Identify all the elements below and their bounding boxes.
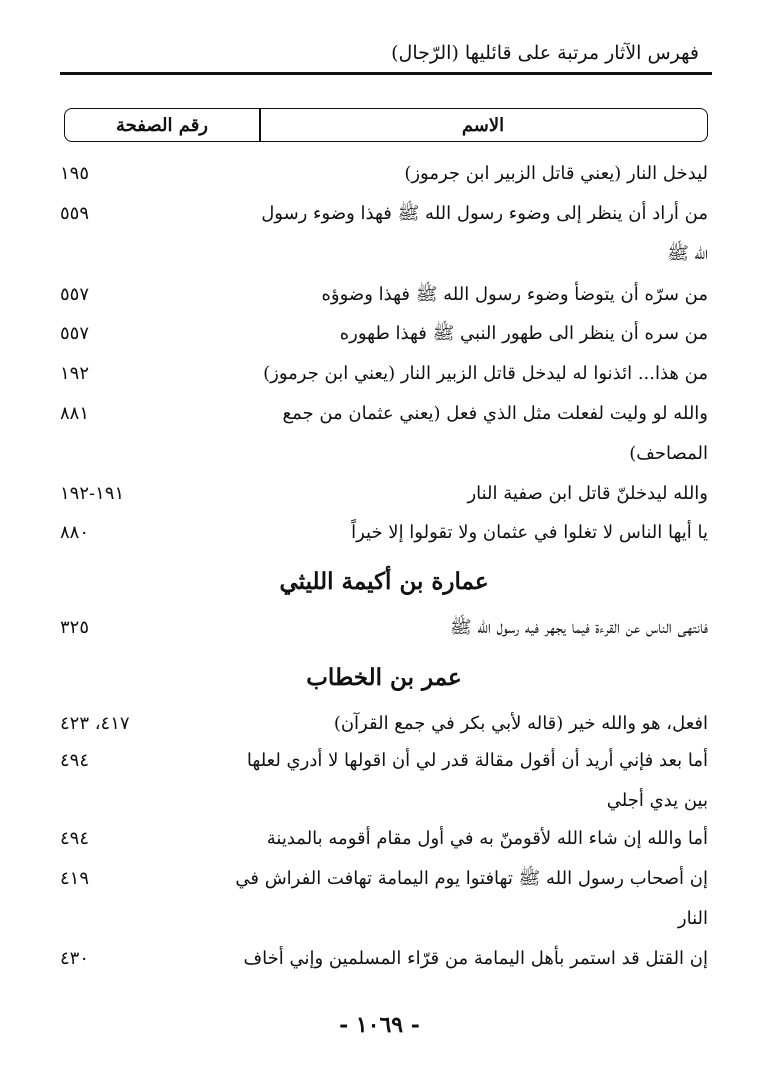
column-divider (259, 109, 261, 141)
row-text: إن أصحاب رسول الله ﷺ تهافتوا يوم اليمامة تهافت الفراش في (235, 868, 708, 889)
column-header-page: رقم الصفحة (115, 115, 208, 136)
row-page: ١٩٢ (60, 363, 90, 384)
section-heading: عمر بن الخطاب (306, 664, 462, 691)
row-page: ٤١٧، ٤٢٣ (60, 713, 130, 734)
row-page: ٤١٩ (60, 868, 90, 889)
row-text: أما والله إن شاء الله لأقومنّ به في أول مقام أقومه بالمدينة (266, 828, 708, 849)
column-header-name: الاسم (461, 115, 505, 136)
row-text: من أراد أن ينظر إلى وضوء رسول الله ﷺ فهذا وضوء رسول (261, 203, 708, 224)
row-page: ٥٥٧ (60, 284, 90, 305)
row-text: بين يدي أجلي (606, 790, 708, 811)
row-text: من سره أن ينظر الى طهور النبي ﷺ فهذا طهوره (339, 323, 708, 344)
row-page: ٨٨٠ (60, 522, 90, 543)
row-text: أما بعد فإني أريد أن أقول مقالة قدر لي أن اقولها لا أدري لعلها (246, 750, 708, 771)
row-page: ٨٨١ (60, 403, 90, 424)
table-header (64, 108, 708, 142)
running-header: فهرس الآثار مرتبة على قائليها (الرّجال) (391, 42, 699, 64)
row-text: من هذا... ائذنوا له ليدخل قاتل الزبير النار (يعني ابن جرموز) (263, 363, 708, 384)
row-page: ٥٥٩ (60, 203, 90, 224)
row-text: الله ﷺ (667, 243, 708, 264)
row-page: ٣٢٥ (60, 617, 90, 638)
row-page: ٤٣٠ (60, 948, 90, 969)
row-text: من سرّه أن يتوضأ وضوء رسول الله ﷺ فهذا وضوؤه (321, 284, 708, 305)
header-rule (60, 72, 712, 75)
row-text: ليدخل النار (يعني قاتل الزبير ابن جرموز) (404, 163, 708, 184)
row-text: افعل، هو والله خير (قاله لأبي بكر في جمع القرآن) (333, 713, 708, 734)
row-page: ٤٩٤ (60, 828, 90, 849)
row-text: والله لو وليت لفعلت مثل الذي فعل (يعني عثمان من جمع (282, 403, 708, 424)
row-page: ٥٥٧ (60, 323, 90, 344)
row-page: ١٩١-١٩٢ (60, 483, 125, 504)
row-text: النار (677, 908, 708, 929)
section-heading: عمارة بن أكيمة الليثي (279, 568, 489, 595)
row-text: فانتهى الناس عن القرءة فيما يجهر فيه رسول الله ﷺ (449, 617, 708, 638)
row-text: المصاحف) (629, 443, 708, 464)
page-number: - ١٠٦٩ - (339, 1012, 420, 1038)
row-page: ٤٩٤ (60, 750, 90, 771)
row-text: إن القتل قد استمر بأهل اليمامة من قرّاء المسلمين وإني أخاف (243, 948, 708, 969)
row-text: يا أيها الناس لا تغلوا في عثمان ولا تقولوا إلا خيراً (351, 522, 708, 543)
row-page: ١٩٥ (60, 163, 90, 184)
row-text: والله ليدخلنّ قاتل ابن صفية النار (467, 483, 708, 504)
